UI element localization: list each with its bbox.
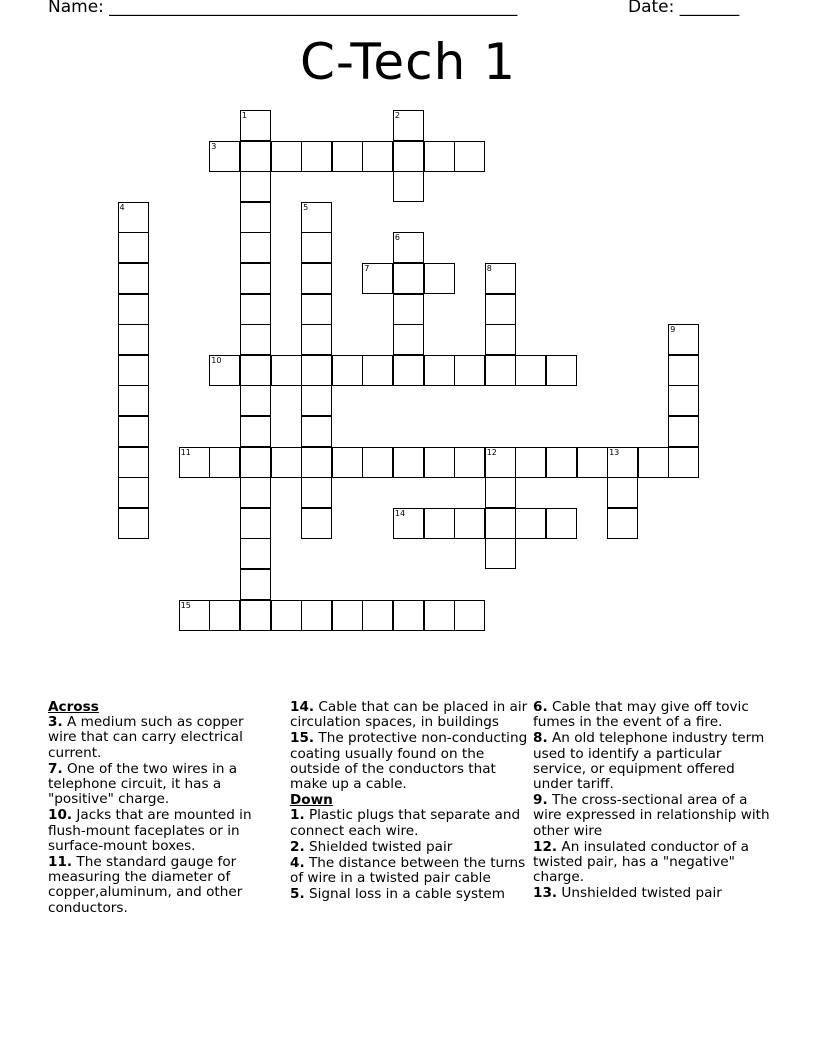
cell-number: 15 [180, 600, 191, 610]
grid-cell[interactable] [393, 141, 424, 172]
grid-cell[interactable] [638, 447, 669, 478]
grid-cell[interactable] [240, 385, 271, 416]
grid-cell[interactable] [393, 508, 424, 539]
cell-number: 7 [364, 264, 370, 273]
clue-text: The protective non-conducting coating usually found on the outside of the conductors that make up a cable. [290, 730, 528, 793]
grid-cell[interactable] [240, 538, 271, 569]
grid-cell[interactable] [668, 416, 699, 447]
grid-cell[interactable] [332, 447, 363, 478]
grid-cell[interactable] [485, 447, 516, 478]
cell-number: 2 [394, 111, 400, 120]
grid-cell[interactable] [118, 355, 149, 386]
clue-number: 7. [48, 760, 63, 777]
grid-cell[interactable] [454, 508, 485, 539]
grid-cell[interactable] [240, 171, 271, 202]
clue-number: 3. [48, 714, 63, 731]
clue-number: 10. [48, 807, 73, 824]
clue-number: 5. [290, 886, 305, 903]
grid-cell[interactable] [362, 600, 393, 631]
cell-number: 6 [394, 233, 400, 243]
clue-across-10 [48, 808, 273, 854]
grid-cell[interactable] [240, 202, 271, 233]
grid-cell[interactable] [668, 355, 699, 386]
grid-cell[interactable] [240, 569, 271, 600]
grid-cell[interactable] [240, 355, 271, 386]
grid-cell[interactable] [607, 508, 638, 539]
grid-cell[interactable] [240, 600, 271, 631]
grid-cell[interactable] [424, 600, 455, 631]
grid-cell[interactable] [301, 294, 332, 325]
clue-number: 13. [533, 885, 558, 902]
grid-cell[interactable] [485, 538, 516, 569]
clue-down-6 [533, 700, 773, 730]
clue-text: Cable that can be placed in air circulation spaces, in buildings [290, 699, 528, 731]
grid-cell[interactable] [607, 447, 638, 478]
clue-text: One of the two wires in a telephone circuit, it has a "positive" charge. [48, 760, 238, 808]
grid-cell[interactable] [240, 110, 271, 141]
clue-across-11 [48, 855, 273, 916]
cell-number: 11 [180, 447, 191, 457]
clue-text: An old telephone industry term used to identify a particular service, or equipment offered under tariff. [533, 730, 765, 793]
down-heading: Down [290, 792, 333, 809]
grid-cell[interactable] [424, 508, 455, 539]
cell-number: 5 [303, 202, 309, 212]
grid-cell[interactable] [515, 355, 546, 386]
clue-number: 9. [533, 792, 548, 809]
grid-cell[interactable] [454, 600, 485, 631]
grid-cell[interactable] [301, 477, 332, 508]
clue-number: 11. [48, 854, 73, 871]
grid-cell[interactable] [118, 416, 149, 447]
grid-cell[interactable] [301, 263, 332, 294]
clue-text: Unshielded twisted pair [561, 885, 722, 902]
cell-number: 4 [119, 202, 125, 212]
date-field[interactable]: Date: _______ [628, 0, 740, 17]
grid-cell[interactable] [485, 477, 516, 508]
grid-cell[interactable] [668, 324, 699, 355]
grid-cell[interactable] [577, 447, 608, 478]
grid-cell[interactable] [240, 263, 271, 294]
grid-cell[interactable] [179, 447, 210, 478]
grid-cell[interactable] [271, 355, 302, 386]
grid-cell[interactable] [454, 355, 485, 386]
grid-cell[interactable] [454, 447, 485, 478]
grid-cell[interactable] [454, 141, 485, 172]
grid-cell[interactable] [118, 263, 149, 294]
grid-cell[interactable] [118, 385, 149, 416]
grid-cell[interactable] [607, 477, 638, 508]
grid-cell[interactable] [393, 263, 424, 294]
grid-cell[interactable] [393, 447, 424, 478]
clue-down-9 [533, 793, 773, 839]
grid-cell[interactable] [301, 202, 332, 233]
grid-cell[interactable] [118, 447, 149, 478]
clue-number: 4. [290, 855, 305, 872]
grid-cell[interactable] [485, 294, 516, 325]
grid-cell[interactable] [301, 232, 332, 263]
grid-cell[interactable] [209, 355, 240, 386]
clue-across-15 [290, 731, 528, 792]
grid-cell[interactable] [668, 385, 699, 416]
clue-number: 15. [290, 730, 315, 747]
grid-cell[interactable] [271, 447, 302, 478]
grid-cell[interactable] [485, 324, 516, 355]
grid-cell[interactable] [424, 141, 455, 172]
clue-number: 6. [533, 699, 548, 715]
grid-cell[interactable] [240, 416, 271, 447]
clue-text: Plastic plugs that separate and connect each wire. [290, 807, 521, 839]
grid-cell[interactable] [301, 447, 332, 478]
clue-down-13 [533, 886, 773, 901]
grid-cell[interactable] [118, 477, 149, 508]
grid-cell[interactable] [301, 416, 332, 447]
cell-number: 8 [486, 264, 492, 273]
page-title: C-Tech 1 [299, 33, 517, 91]
clue-text: The cross-sectional area of a wire expressed in relationship with other wire [533, 792, 770, 839]
clue-number: 2. [290, 838, 305, 855]
grid-cell[interactable] [240, 141, 271, 172]
cell-number: 9 [670, 325, 676, 335]
clue-number: 14. [290, 699, 315, 715]
clue-number: 1. [290, 807, 305, 824]
grid-cell[interactable] [301, 324, 332, 355]
grid-cell[interactable] [240, 447, 271, 478]
clue-down-8 [533, 731, 773, 792]
clue-text: Shielded twisted pair [308, 838, 453, 855]
grid-cell[interactable] [485, 355, 516, 386]
grid-cell[interactable] [240, 294, 271, 325]
clue-down-2 [290, 840, 528, 855]
grid-cell[interactable] [546, 508, 577, 539]
grid-cell[interactable] [118, 232, 149, 263]
clue-across-7 [48, 762, 273, 808]
grid-cell[interactable] [118, 202, 149, 233]
grid-cell[interactable] [301, 141, 332, 172]
grid-cell[interactable] [209, 600, 240, 631]
grid-cell[interactable] [546, 355, 577, 386]
clue-number: 8. [533, 730, 548, 747]
grid-cell[interactable] [362, 447, 393, 478]
clue-text: A medium such as copper wire that can carry electrical current. [48, 714, 244, 761]
grid-cell[interactable] [240, 477, 271, 508]
grid-cell[interactable] [362, 263, 393, 294]
grid-cell[interactable] [515, 447, 546, 478]
grid-cell[interactable] [362, 141, 393, 172]
clue-column-3 [533, 700, 773, 903]
cell-number: 13 [609, 447, 620, 457]
clue-text: Signal loss in a cable system [308, 886, 506, 903]
cell-number: 10 [211, 355, 222, 365]
across-heading: Across [48, 699, 99, 715]
clue-across-14 [290, 700, 528, 730]
grid-cell[interactable] [393, 600, 424, 631]
grid-cell[interactable] [301, 355, 332, 386]
clue-number: 12. [533, 838, 558, 855]
grid-cell[interactable] [301, 600, 332, 631]
clue-column-1 [48, 700, 273, 917]
clue-text: The standard gauge for measuring the diameter of copper,aluminum, and other conductors. [48, 854, 243, 916]
grid-cell[interactable] [485, 263, 516, 294]
cell-number: 1 [241, 111, 247, 120]
grid-cell[interactable] [118, 508, 149, 539]
grid-cell[interactable] [393, 355, 424, 386]
grid-cell[interactable] [424, 447, 455, 478]
clue-text: Cable that may give off tovic fumes in the event of a fire. [533, 699, 749, 731]
grid-cell[interactable] [209, 447, 240, 478]
grid-cell[interactable] [362, 355, 393, 386]
clue-text: The distance between the turns of wire in a twisted pair cable [290, 855, 526, 887]
grid-cell[interactable] [546, 447, 577, 478]
grid-cell[interactable] [240, 324, 271, 355]
clue-down-1 [290, 808, 528, 838]
grid-cell[interactable] [271, 600, 302, 631]
grid-cell[interactable] [332, 600, 363, 631]
name-field[interactable]: Name: ________________________________________________ [48, 0, 518, 17]
cell-number: 12 [486, 447, 497, 457]
grid-cell[interactable] [393, 294, 424, 325]
clue-across-3 [48, 715, 273, 761]
cell-number: 14 [394, 508, 406, 518]
grid-cell[interactable] [179, 600, 210, 631]
grid-cell[interactable] [424, 355, 455, 386]
grid-cell[interactable] [515, 508, 546, 539]
clue-text: An insulated conductor of a twisted pair, has a "negative" charge. [533, 838, 749, 886]
grid-cell[interactable] [424, 263, 455, 294]
clue-down-12 [533, 840, 773, 886]
grid-cell[interactable] [393, 232, 424, 263]
clue-column-2 [290, 700, 528, 904]
grid-cell[interactable] [332, 141, 363, 172]
grid-cell[interactable] [271, 141, 302, 172]
grid-cell[interactable] [118, 294, 149, 325]
clue-down-5 [290, 887, 528, 902]
grid-cell[interactable] [393, 324, 424, 355]
cell-number: 3 [211, 141, 217, 151]
grid-cell[interactable] [485, 508, 516, 539]
grid-cell[interactable] [332, 355, 363, 386]
clue-text: Jacks that are mounted in flush-mount faceplates or in surface-mount boxes. [48, 807, 252, 854]
grid-cell[interactable] [393, 171, 424, 202]
grid-cell[interactable] [668, 447, 699, 478]
grid-cell[interactable] [209, 141, 240, 172]
grid-cell[interactable] [301, 508, 332, 539]
grid-cell[interactable] [240, 232, 271, 263]
grid-cell[interactable] [301, 385, 332, 416]
clue-down-4 [290, 856, 528, 886]
grid-cell[interactable] [393, 110, 424, 141]
grid-cell[interactable] [118, 324, 149, 355]
grid-cell[interactable] [240, 508, 271, 539]
